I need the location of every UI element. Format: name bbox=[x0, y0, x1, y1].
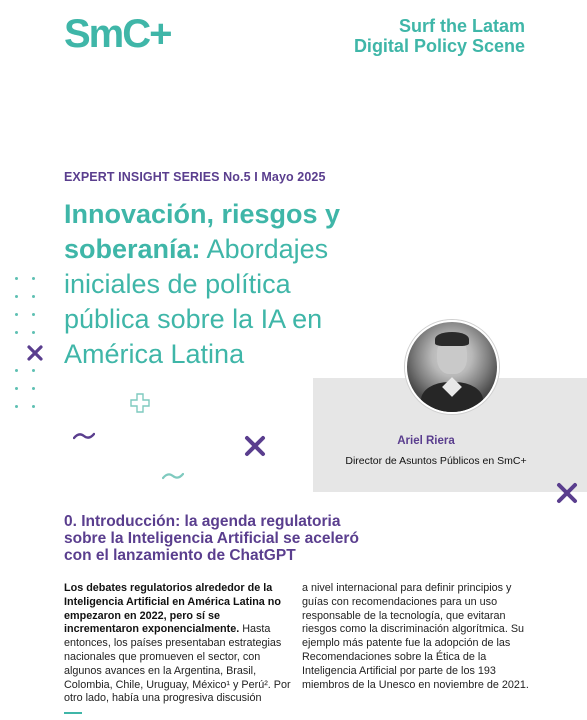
series-label: EXPERT INSIGHT SERIES No.5 I Mayo 2025 bbox=[64, 170, 326, 184]
tagline-line-1: Surf the Latam bbox=[398, 16, 525, 36]
cross-mark-icon bbox=[556, 482, 578, 504]
title-bold: Innovación, riesgos y soberanía: bbox=[64, 199, 341, 264]
body-column-2: a nivel internacional para definir principios y guías con recomendaciones para un uso responsable de la tecnología, que evitaran riesgos como la discriminación algorítmica. Su ejemplo más patente fue la adopción de las Recomendaciones sobre la Ética de la Inteligencia Artificial por parte de los 193 miembros de la Unesco en noviembre de 2021. bbox=[302, 582, 529, 691]
body-column-1 bbox=[64, 582, 294, 706]
tagline bbox=[354, 16, 525, 56]
footer-accent-line bbox=[64, 712, 82, 714]
title-rest: Abordajes iniciales de política pública sobre la IA en América Latina bbox=[64, 234, 329, 369]
plus-outline-icon bbox=[130, 393, 150, 413]
author-role: Director de Asuntos Públicos en SmC+ bbox=[345, 455, 527, 467]
tilde-wave-icon bbox=[73, 431, 95, 441]
tagline-line-2: Digital Policy Scene bbox=[353, 36, 525, 56]
cross-mark-icon bbox=[244, 435, 266, 457]
document-title bbox=[64, 197, 364, 372]
body-column-1-text: Hasta entonces, los países presentaban estrategias nacionales que promueven el sector, con algunos avances en la Argentina, Brasil, Colombia, Chile, Uruguay, México¹ y Perú². Por otro lado, había una progresiva discusión bbox=[64, 623, 291, 705]
body-lead-bold: Los debates regulatorios alrededor de la Inteligencia Artificial en América Latina no empezaron en 2022, pero sí se incrementaron exponencialmente. bbox=[64, 582, 281, 636]
tilde-wave-icon bbox=[162, 471, 184, 481]
author-avatar bbox=[405, 320, 499, 414]
smc-logo: SmC+ bbox=[64, 12, 171, 56]
author-name: Ariel Riera bbox=[397, 435, 455, 447]
section-heading: 0. Introducción: la agenda regulatoria sobre la Inteligencia Artificial se aceleró con el lanzamiento de ChatGPT bbox=[64, 513, 359, 564]
cross-mark-icon bbox=[27, 345, 43, 361]
